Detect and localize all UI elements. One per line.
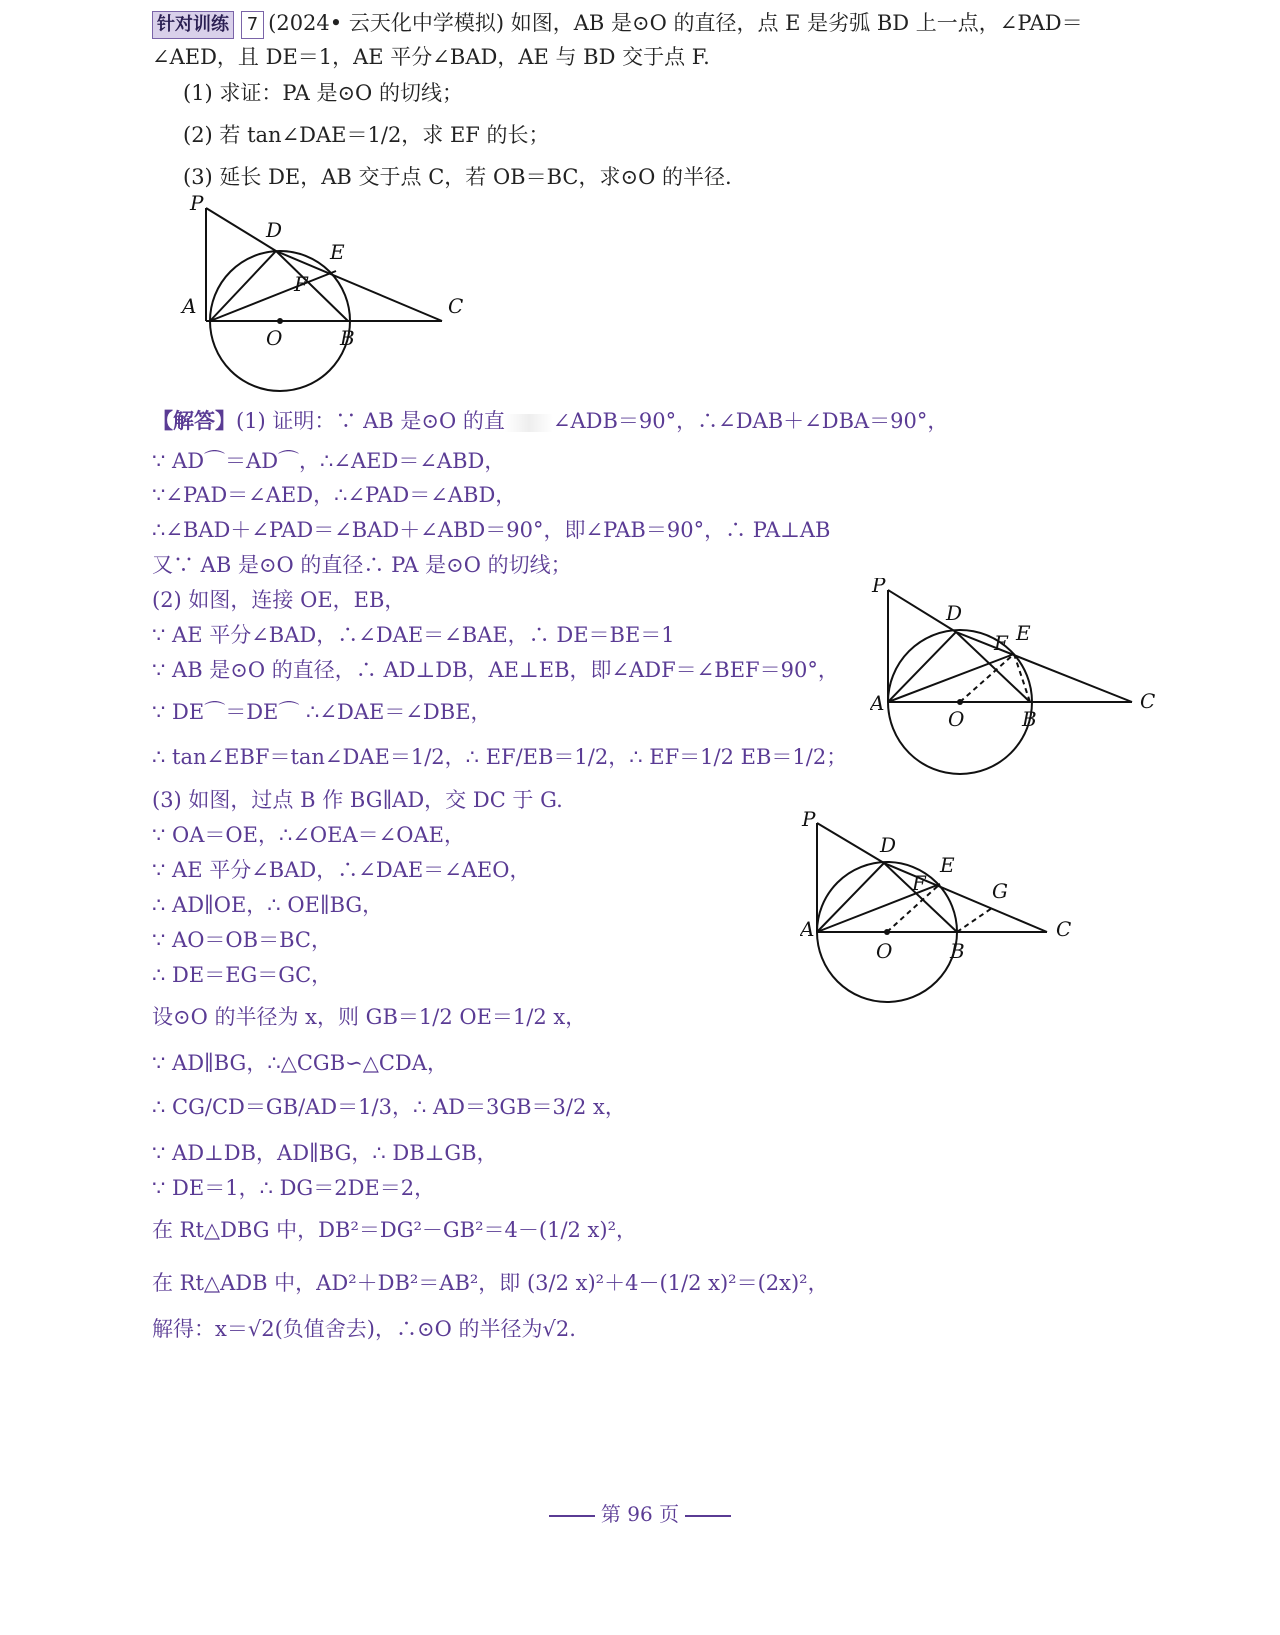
- solution-line: ∵ AB 是⊙O 的直径，∴ AD⊥DB，AE⊥EB，即∠ADF＝∠BEF＝90°，: [152, 658, 839, 682]
- solution-line: 解得：x＝√2(负值舍去)，∴⊙O 的半径为√2.: [152, 1317, 576, 1341]
- fig2-label-B: B: [1022, 707, 1037, 731]
- figure-3: [800, 808, 1100, 1008]
- fig3-label-A: A: [800, 917, 815, 941]
- fig1-label-P: P: [190, 195, 204, 215]
- solution-line: ∵ DE＝1，∴ DG＝2DE＝2，: [152, 1176, 436, 1200]
- training-tag: 针对训练: [152, 11, 234, 39]
- fig2-point-O: [957, 699, 963, 705]
- question-2: (2) 若 tan∠DAE＝1/2，求 EF 的长；: [183, 123, 550, 147]
- fig3-label-C: C: [1056, 917, 1072, 941]
- fig1-point-O: [277, 318, 283, 324]
- fig1-label-B: B: [340, 326, 355, 350]
- page-number: 第 96 页: [600, 1502, 680, 1526]
- solution-line: 设⊙O 的半径为 x，则 GB＝1/2 OE＝1/2 x，: [152, 1005, 587, 1029]
- fig3-label-O: O: [876, 939, 893, 963]
- question-1: (1) 求证：PA 是⊙O 的切线；: [183, 81, 463, 105]
- solution-line: 在 Rt△ADB 中，AD²＋DB²＝AB²，即 (3/2 x)²＋4－(1/2 x)²＝(2x)²，: [152, 1271, 829, 1295]
- solution-line: (2) 如图，连接 OE，EB，: [152, 588, 406, 612]
- fig2-label-D: D: [946, 601, 963, 625]
- solution-line: ∴ CG/CD＝GB/AD＝1/3，∴ AD＝3GB＝3/2 x，: [152, 1095, 626, 1119]
- fig3-label-E: E: [940, 853, 955, 877]
- fig2-label-O: O: [948, 707, 965, 731]
- solution-line: ∵ AE 平分∠BAD，∴∠DAE＝∠BAE，∴ DE＝BE＝1: [152, 623, 675, 647]
- fig2-label-C: C: [1140, 689, 1156, 713]
- solution-line: ∵ AO＝OB＝BC，: [152, 928, 332, 952]
- solution-line: ∴∠BAD＋∠PAD＝∠BAD＋∠ABD＝90°，即∠PAB＝90°，∴ PA⊥AB: [152, 518, 831, 542]
- figure-2: [870, 578, 1170, 778]
- fig3-line-PD: [817, 823, 884, 863]
- solution-line-1: 【解答】(1) 证明：∵ AB 是⊙O 的直 ∠ADB＝90°，∴∠DAB＋∠DBA＝90°，: [152, 408, 949, 433]
- fig2-label-E: E: [1016, 621, 1031, 645]
- problem-line-2: ∠AED，且 DE＝1，AE 平分∠BAD，AE 与 BD 交于点 F.: [152, 45, 710, 69]
- fig2-line-AE: [888, 654, 1014, 702]
- question-3: (3) 延长 DE，AB 交于点 C，若 OB＝BC，求⊙O 的半径.: [183, 165, 732, 189]
- solution-line: (3) 如图，过点 B 作 BG∥AD，交 DC 于 G.: [152, 788, 563, 812]
- fig1-label-E: E: [330, 240, 345, 264]
- fig1-label-C: C: [448, 294, 464, 318]
- fig2-label-A: A: [870, 691, 885, 715]
- fig1-label-A: A: [182, 294, 197, 318]
- footer-rule-left: [549, 1515, 595, 1517]
- solution-line: ∵ AD⌒＝AD⌒，∴∠AED＝∠ABD，: [152, 449, 506, 473]
- solution-line: 又∵ AB 是⊙O 的直径∴ PA 是⊙O 的切线；: [152, 553, 572, 577]
- fig2-label-F: F: [994, 631, 1008, 655]
- solution-line: ∴ DE＝EG＝GC，: [152, 963, 333, 987]
- solution-line: 在 Rt△DBG 中，DB²＝DG²－GB²＝4－(1/2 x)²，: [152, 1218, 638, 1242]
- fig3-label-F: F: [912, 871, 926, 895]
- footer-rule-right: [685, 1515, 731, 1517]
- fig3-point-O: [884, 929, 890, 935]
- page-footer: [0, 1498, 1280, 1527]
- fig3-line-DC: [884, 863, 1047, 932]
- solution-line: ∵ AD⊥DB，AD∥BG，∴ DB⊥GB，: [152, 1141, 498, 1165]
- solution-line: ∵∠PAD＝∠AED，∴∠PAD＝∠ABD，: [152, 483, 517, 507]
- problem-text-1: (2024• 云天化中学模拟) 如图，AB 是⊙O 的直径，点 E 是劣弧 BD 上一点，∠PAD＝: [268, 11, 1083, 35]
- fig1-label-F: F: [294, 272, 308, 296]
- fig3-line-BG: [957, 908, 992, 932]
- solution-line: ∵ OA＝OE，∴∠OEA＝∠OAE，: [152, 823, 465, 847]
- solution-line: ∵ DE⌒＝DE⌒ ∴∠DAE＝∠DBE，: [152, 700, 492, 724]
- fig3-label-G: G: [992, 879, 1008, 903]
- solution-line: ∵ AE 平分∠BAD，∴∠DAE＝∠AEO，: [152, 858, 531, 882]
- solution-line: ∵ AD∥BG，∴△CGB∽△CDA，: [152, 1051, 448, 1075]
- fig3-label-D: D: [880, 833, 897, 857]
- figure-1: [180, 195, 480, 395]
- fig3-label-B: B: [950, 939, 965, 963]
- problem-number: 7: [241, 11, 264, 39]
- fig3-label-P: P: [802, 808, 816, 831]
- solution-line: ∴ AD∥OE，∴ OE∥BG，: [152, 893, 384, 917]
- fig1-label-O: O: [266, 326, 283, 350]
- fig1-label-D: D: [266, 218, 283, 242]
- fig2-label-P: P: [872, 578, 886, 597]
- fig1-line-AE: [210, 271, 336, 321]
- solution-line: ∴ tan∠EBF＝tan∠DAE＝1/2，∴ EF/EB＝1/2，∴ EF＝1/2 EB＝1/2；: [152, 745, 848, 769]
- solution-label: 【解答】: [152, 408, 236, 433]
- problem-line-1: [152, 8, 1083, 39]
